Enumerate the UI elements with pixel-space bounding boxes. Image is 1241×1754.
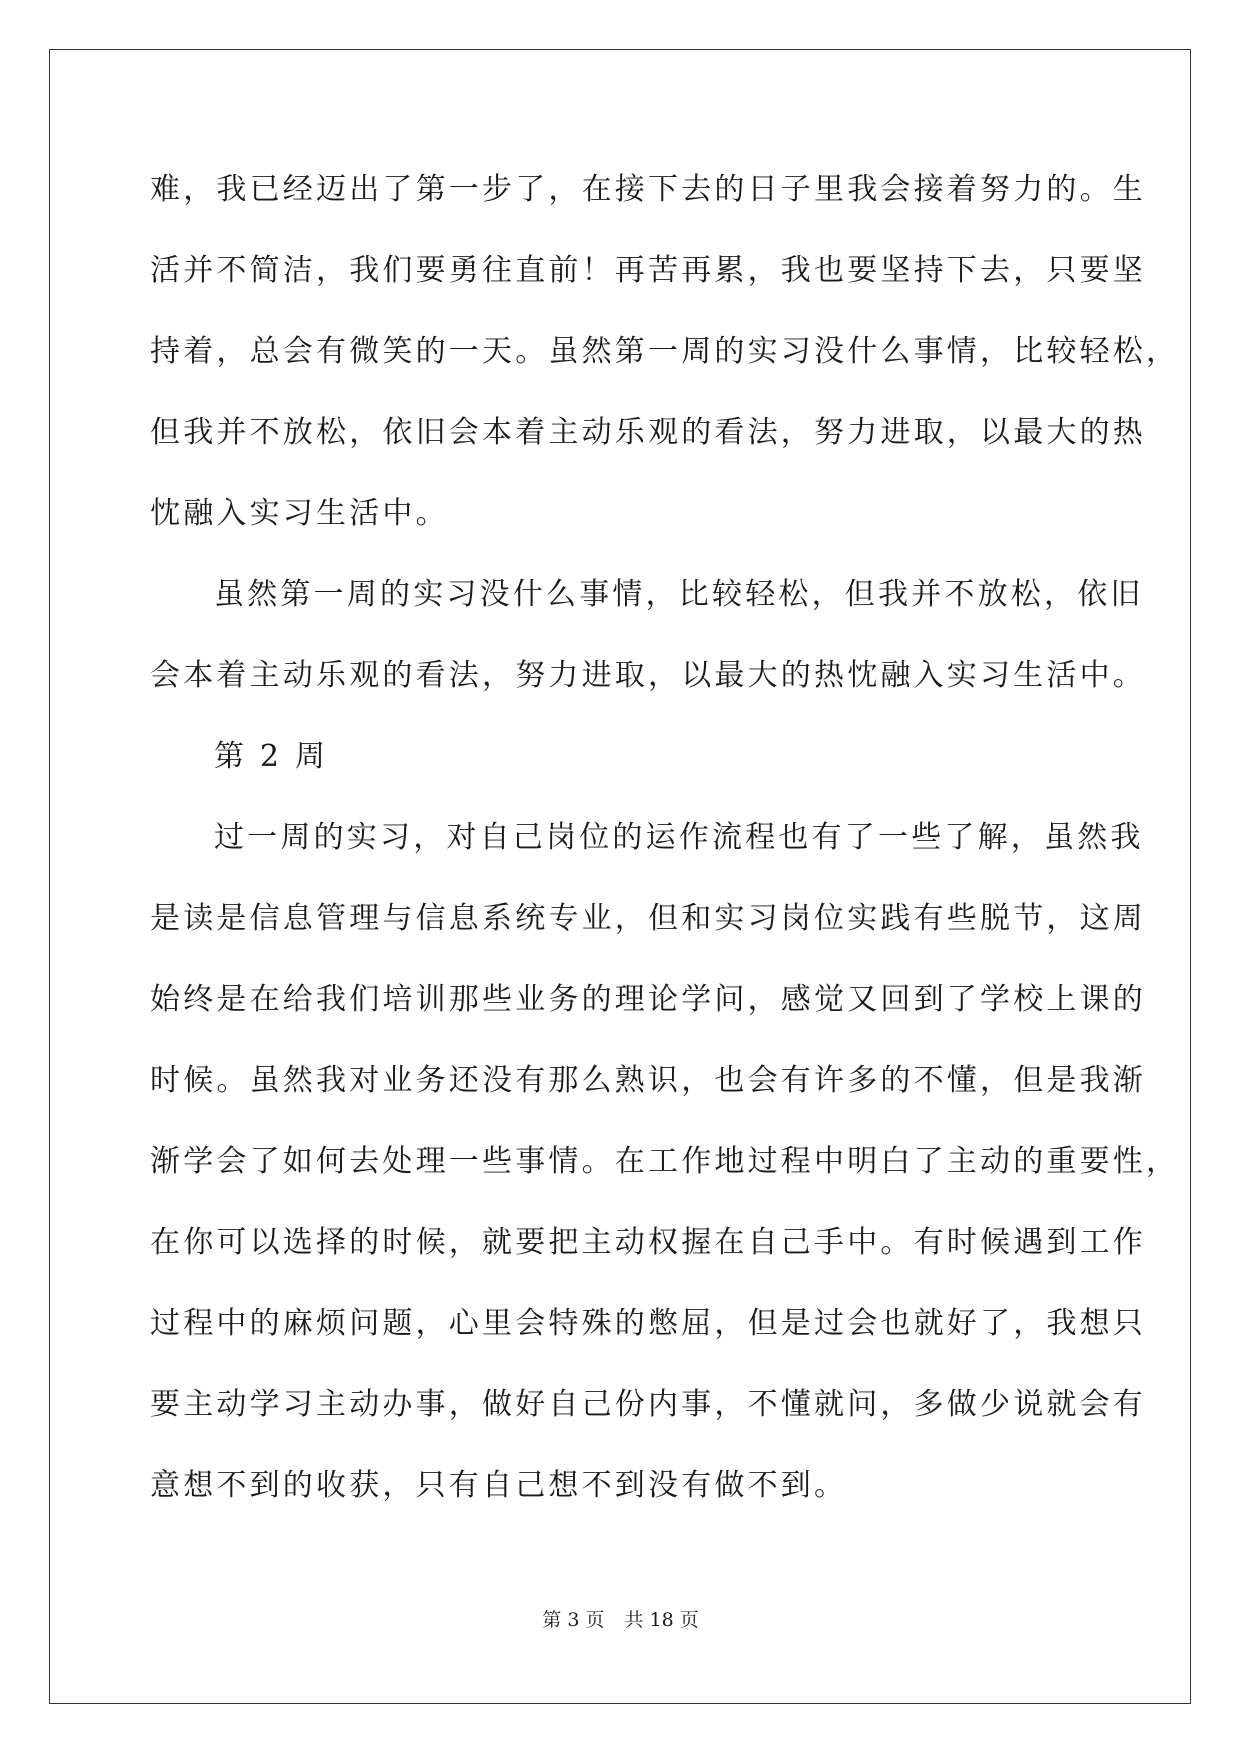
text-line: 难，我已经迈出了第一步了，在接下去的日子里我会接着努力的。生	[150, 172, 1146, 207]
text-line: 是读是信息管理与信息系统专业，但和实习岗位实践有些脱节，这周	[150, 901, 1146, 936]
page-footer	[0, 1608, 1241, 1632]
text-line: 会本着主动乐观的看法，努力进取，以最大的热忱融入实习生活中。	[150, 658, 1146, 693]
text-line: 过一周的实习，对自己岗位的运作流程也有了一些了解，虽然我	[214, 820, 1144, 855]
page-number: 第 3 页	[542, 1609, 605, 1631]
text-line: 始终是在给我们培训那些业务的理论学问，感觉又回到了学校上课的	[150, 982, 1146, 1017]
text-line: 在你可以选择的时候，就要把主动权握在自己手中。有时候遇到工作	[150, 1225, 1146, 1260]
text-line: 渐学会了如何去处理一些事情。在工作地过程中明白了主动的重要性，	[150, 1144, 1180, 1179]
text-line: 时候。虽然我对业务还没有那么熟识，也会有许多的不懂，但是我渐	[150, 1063, 1146, 1098]
text-line: 意想不到的收获，只有自己想不到没有做不到。	[150, 1468, 848, 1503]
text-line: 要主动学习主动办事，做好自己份内事，不懂就问，多做少说就会有	[150, 1387, 1146, 1422]
text-line: 过程中的麻烦问题，心里会特殊的憋屈，但是过会也就好了，我想只	[150, 1306, 1146, 1341]
text-line: 虽然第一周的实习没什么事情，比较轻松，但我并不放松，依旧	[214, 577, 1144, 612]
text-line: 但我并不放松，依旧会本着主动乐观的看法，努力进取，以最大的热	[150, 415, 1146, 450]
text-line: 第 2 周	[214, 739, 329, 774]
text-line: 忱融入实习生活中。	[150, 496, 449, 531]
text-line: 活并不简洁，我们要勇往直前！再苦再累，我也要坚持下去，只要坚	[150, 253, 1146, 288]
document-body	[150, 160, 1180, 1537]
page-total: 共 18 页	[624, 1609, 699, 1631]
text-line: 持着，总会有微笑的一天。虽然第一周的实习没什么事情，比较轻松，	[150, 334, 1180, 369]
